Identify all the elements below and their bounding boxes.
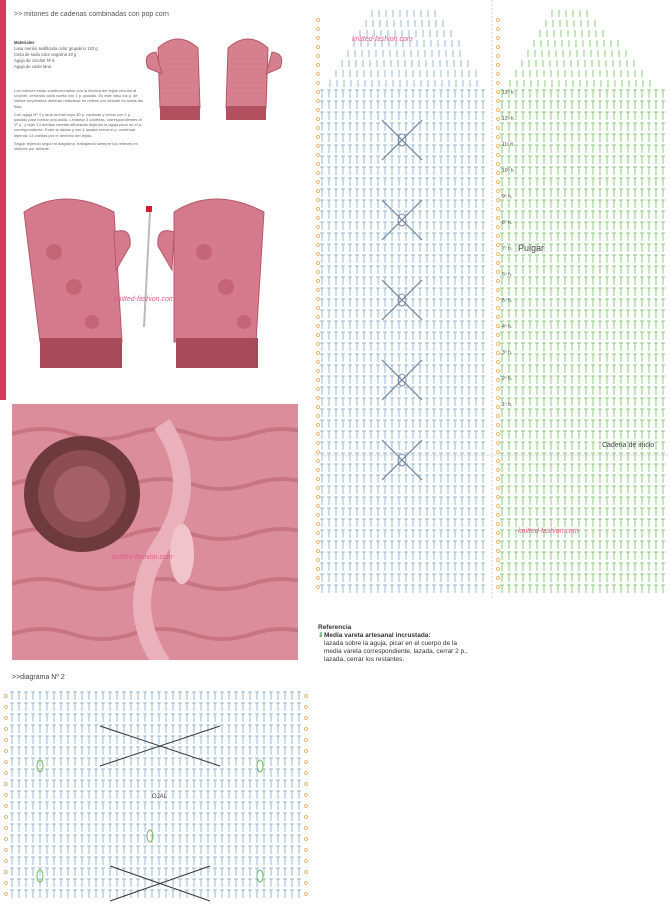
- stitch-mark: [317, 460, 320, 463]
- stitch-mark: [317, 550, 320, 553]
- stitch-mark: [317, 172, 320, 175]
- stitch-mark: [317, 451, 320, 454]
- stitch-mark: [497, 505, 500, 508]
- stitch-mark: [497, 208, 500, 211]
- stitch-mark: [317, 163, 320, 166]
- stitch-mark: [497, 379, 500, 382]
- stitch-mark: [317, 577, 320, 580]
- stitch-mark: [497, 487, 500, 490]
- stitch-mark: [317, 415, 320, 418]
- stitch-mark: [497, 163, 500, 166]
- stitch-mark: [317, 226, 320, 229]
- row-label: 12º h.: [502, 116, 515, 122]
- stitch-mark: [497, 82, 500, 85]
- stitch-mark: [317, 298, 320, 301]
- stitch-mark: [317, 235, 320, 238]
- diagram2: [0, 686, 312, 908]
- row-label: 1º h.: [502, 402, 512, 408]
- stitch-mark: [497, 433, 500, 436]
- stitch-mark: [317, 568, 320, 571]
- stitch-mark: [497, 136, 500, 139]
- stitch-mark: [317, 379, 320, 382]
- instruction-paragraph: Seguir tejiendo según el diagrama, trabajando siempre los relieves en relieves por delante.: [14, 141, 144, 151]
- stitch-mark: [317, 343, 320, 346]
- row-label: 3º h.: [502, 350, 512, 356]
- stitch-mark: [497, 46, 500, 49]
- stitch-mark: [382, 280, 422, 320]
- stitch-mark: [382, 200, 422, 240]
- stitch-mark: [497, 415, 500, 418]
- pulgar-label: Pulgar: [518, 243, 544, 253]
- stitch-mark: [497, 109, 500, 112]
- stitch-mark: [497, 253, 500, 256]
- watermark: knitted-fashion.com: [518, 528, 579, 535]
- stitch-mark: [317, 487, 320, 490]
- instruction-paragraph: Con aguja Nº 4 y lana mohair tejer 30 p. cadenas y cerrar con 1 p. pasado para formar una anilla. Levantar 3 cadenas, correspondientes al 1º p., y tejer 14 medias varetas afirmadas dejando la aguja picar en el p. correspondiente. Entre la dadas y con 1 lazada cerrar el p. continuar tejiendo 14 vueltas por el derecho del tejido.: [14, 112, 144, 138]
- watermark: knitted-fashion.com: [112, 554, 173, 561]
- stitch-mark: [497, 262, 500, 265]
- row-label: 11º h.: [502, 142, 515, 148]
- stitch-mark: [497, 172, 500, 175]
- stitch-mark: [497, 271, 500, 274]
- stitch-mark: [497, 181, 500, 184]
- stitch-mark: [317, 64, 320, 67]
- stitch-mark: [497, 577, 500, 580]
- row-label: 6º h.: [502, 272, 512, 278]
- stitch-mark: [317, 199, 320, 202]
- instruction-paragraph: Los mitones estan confeccionados con la técnica del tejido circular al crochet, cerrando cada vuelta con 1 p. pasado. Es este caso los p. de relieve empleados deberán realizarse en relieve por delante en todas las filas.: [14, 88, 144, 109]
- stitch-mark: [317, 136, 320, 139]
- stitch-mark: [317, 469, 320, 472]
- stitch-mark: [497, 100, 500, 103]
- stitch-mark: [497, 316, 500, 319]
- stitch-mark: [497, 550, 500, 553]
- stitch-mark: [497, 217, 500, 220]
- stitch-mark: [497, 28, 500, 31]
- stitch-mark: [497, 532, 500, 535]
- stitch-mark: [317, 505, 320, 508]
- stitch-mark: [317, 280, 320, 283]
- stitch-mark: [317, 82, 320, 85]
- stitch-mark: [317, 361, 320, 364]
- stitch-mark: [497, 55, 500, 58]
- pink-edge-bar: [0, 0, 6, 400]
- stitch-mark: [317, 541, 320, 544]
- watermark: knitted-fashion.com: [352, 36, 413, 43]
- stitch-mark: [497, 352, 500, 355]
- stitch-mark: [317, 496, 320, 499]
- page-title: >> mitones de cadenas combinadas con pop corn: [14, 11, 169, 18]
- stitch-mark: [317, 325, 320, 328]
- stitch-mark: [497, 235, 500, 238]
- stitch-mark: [317, 109, 320, 112]
- stitch-mark: [497, 442, 500, 445]
- row-label: 10º h.: [502, 168, 515, 174]
- stitch-mark: [317, 154, 320, 157]
- small-mittens-photo: [140, 28, 290, 138]
- stitch-mark: [317, 532, 320, 535]
- stitch-mark: [317, 586, 320, 589]
- stitch-mark: [382, 440, 422, 480]
- stitch-mark: [497, 199, 500, 202]
- stitch-mark: [317, 442, 320, 445]
- stitch-mark: [317, 253, 320, 256]
- stitch-mark: [497, 325, 500, 328]
- instructions-text: [14, 88, 144, 151]
- stitch-mark: [497, 19, 500, 22]
- stitch-mark: [317, 181, 320, 184]
- stitch-mark: [317, 271, 320, 274]
- stitch-mark: [497, 541, 500, 544]
- stitch-mark: [317, 433, 320, 436]
- row-label: 7º h.: [502, 246, 512, 252]
- stitch-mark: [497, 451, 500, 454]
- stitch-mark: [497, 37, 500, 40]
- reference-item-text: lazada sobre la aguja, picar en el cuerpo de la media vareta correspondiente, lazada, cerrar 2 p., lazada, cerrar los restantes.: [318, 640, 468, 664]
- stitch-mark: [317, 244, 320, 247]
- stitch-mark: [317, 118, 320, 121]
- stitch-mark: [497, 343, 500, 346]
- row-label: 5º h.: [502, 298, 512, 304]
- diagram2-title: >>diagrama Nº 2: [12, 674, 65, 681]
- stitch-mark: [497, 388, 500, 391]
- stitch-mark: [497, 244, 500, 247]
- row-label: 13º h.: [502, 90, 515, 96]
- stitch-mark: [317, 55, 320, 58]
- stitch-mark: [317, 370, 320, 373]
- stitch-mark: [317, 397, 320, 400]
- stitch-mark: [317, 334, 320, 337]
- stitch-mark: [317, 73, 320, 76]
- row-label: 9º h.: [502, 194, 512, 200]
- stitch-mark: [317, 208, 320, 211]
- stitch-mark: [317, 190, 320, 193]
- materials-heading: Materiales: [14, 40, 134, 46]
- stitch-mark: [497, 586, 500, 589]
- stitch-mark: [497, 64, 500, 67]
- stitch-mark: [317, 28, 320, 31]
- stitch-mark: [497, 145, 500, 148]
- materials-item: Aguja de coser lana: [14, 64, 134, 70]
- stitch-symbol-icon: ⇓: [318, 632, 324, 640]
- stitch-mark: [497, 118, 500, 121]
- row-label: 2º h.: [502, 376, 512, 382]
- stitch-mark: [317, 145, 320, 148]
- stitch-mark: [497, 127, 500, 130]
- stitch-mark: [497, 190, 500, 193]
- stitch-mark: [497, 478, 500, 481]
- materials-item: Aguja de crochet Nº 8: [14, 58, 134, 64]
- stitch-mark: [497, 73, 500, 76]
- stitch-mark: [497, 91, 500, 94]
- stitch-mark: [317, 19, 320, 22]
- stitch-mark: [382, 120, 422, 160]
- cadena-label: Cadena de inicio: [602, 442, 654, 449]
- row-label: 4º h.: [502, 324, 512, 330]
- stitch-mark: [317, 37, 320, 40]
- stitch-mark: [497, 334, 500, 337]
- stitch-mark: [317, 100, 320, 103]
- stitch-mark: [317, 424, 320, 427]
- stitch-mark: [317, 388, 320, 391]
- texture-closeup-photo: [12, 404, 298, 660]
- stitch-mark: [497, 496, 500, 499]
- stitch-mark: [317, 478, 320, 481]
- stitch-mark: [497, 370, 500, 373]
- stitch-mark: [497, 298, 500, 301]
- reference-item-title: Media vareta artesanal incrustada:: [324, 632, 431, 639]
- stitch-mark: [317, 289, 320, 292]
- materials-item: Lana merino sedificada color grupolino 120 g: [14, 46, 134, 52]
- stitch-mark: [497, 226, 500, 229]
- reference-section: [318, 624, 468, 664]
- stitch-mark: [497, 289, 500, 292]
- stitch-mark: [317, 262, 320, 265]
- stitch-mark: [317, 307, 320, 310]
- stitch-mark: [497, 280, 500, 283]
- stitch-mark: [317, 514, 320, 517]
- stitch-mark: [497, 514, 500, 517]
- stitch-mark: [317, 559, 320, 562]
- stitch-mark: [317, 523, 320, 526]
- stitch-mark: [497, 424, 500, 427]
- watermark: knitted-fashion.com: [114, 296, 175, 303]
- materials-section: [14, 40, 134, 70]
- stitch-mark: [497, 406, 500, 409]
- stitch-mark: [317, 127, 320, 130]
- stitch-mark: [497, 469, 500, 472]
- stitch-mark: [497, 523, 500, 526]
- stitch-mark: [497, 397, 500, 400]
- row-label: 8º h.: [502, 220, 512, 226]
- stitch-mark: [317, 316, 320, 319]
- stitch-mark: [497, 559, 500, 562]
- stitch-mark: [317, 352, 320, 355]
- materials-item: Cinta de seda color angolina 40 g: [14, 52, 134, 58]
- stitch-mark: [382, 360, 422, 400]
- main-crochet-diagram: [312, 0, 670, 604]
- stitch-mark: [497, 460, 500, 463]
- stitch-mark: [497, 307, 500, 310]
- stitch-mark: [317, 217, 320, 220]
- reference-heading: Referencia: [318, 624, 468, 632]
- large-mittens-photo: [14, 192, 294, 392]
- stitch-mark: [497, 154, 500, 157]
- stitch-mark: [317, 406, 320, 409]
- stitch-mark: [497, 568, 500, 571]
- stitch-mark: [317, 46, 320, 49]
- stitch-mark: [497, 361, 500, 364]
- stitch-mark: [317, 91, 320, 94]
